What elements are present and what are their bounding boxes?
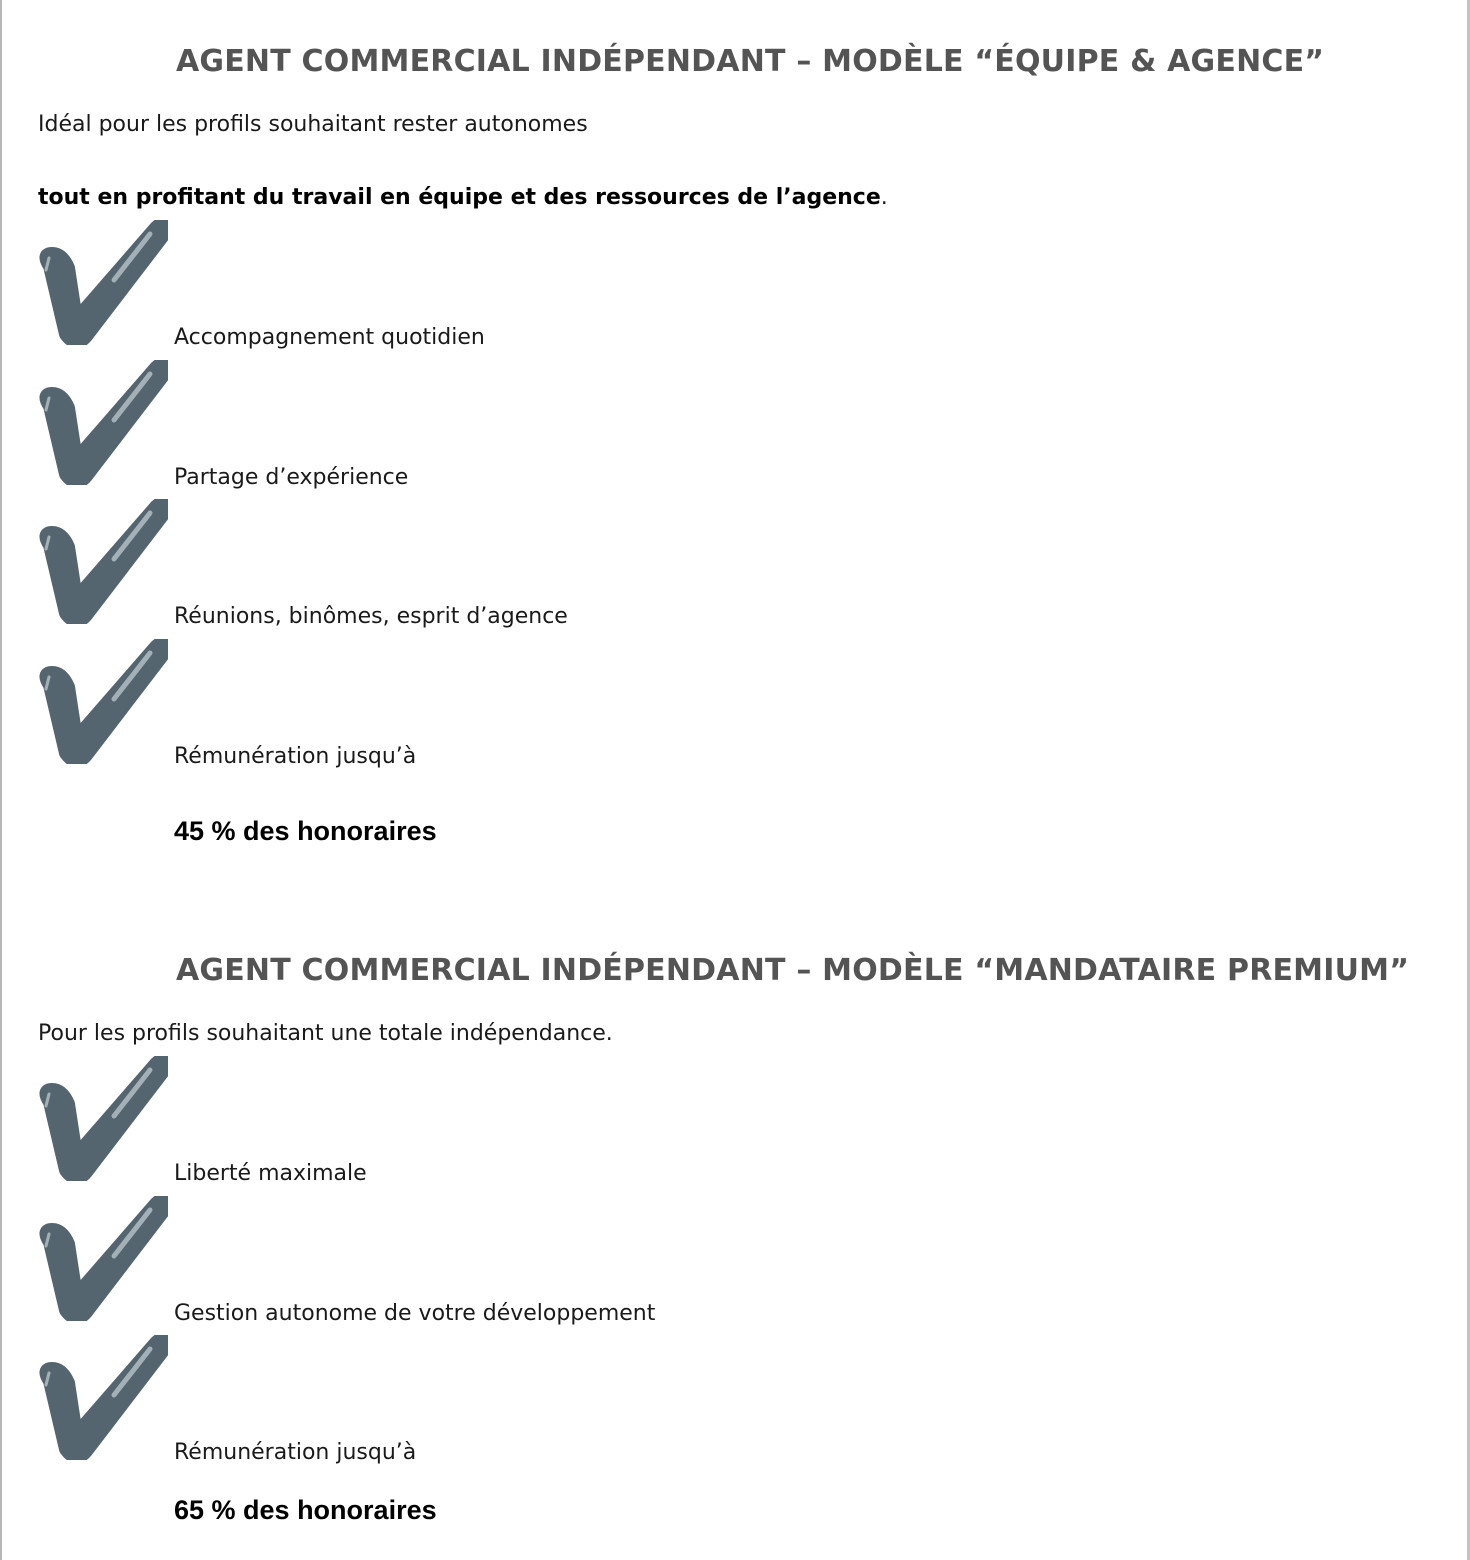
section-intro: Pour les profils souhaitant une totale indépendance. bbox=[38, 1021, 613, 1046]
check-icon bbox=[38, 360, 168, 485]
list-item bbox=[38, 499, 838, 629]
section-intro-emphasis bbox=[38, 187, 888, 209]
list-item bbox=[38, 1056, 838, 1186]
list-item-label: Accompagnement quotidien bbox=[174, 325, 485, 350]
list-item-label: Gestion autonome de votre développement bbox=[174, 1301, 656, 1326]
check-icon bbox=[38, 499, 168, 624]
list-item bbox=[38, 1335, 838, 1545]
section-intro: Idéal pour les profils souhaitant rester autonomes bbox=[38, 112, 588, 137]
intro-bold-text: tout en profitant du travail en équipe et des ressources de l’agence bbox=[38, 185, 881, 210]
list-item-label: Partage d’expérience bbox=[174, 465, 409, 490]
check-icon bbox=[38, 1196, 168, 1321]
check-icon bbox=[38, 1056, 168, 1181]
list-item bbox=[38, 360, 838, 490]
section-title: AGENT COMMERCIAL INDÉPENDANT – MODÈLE “MANDATAIRE PREMIUM” bbox=[176, 953, 1410, 988]
list-item-label: Rémunération jusqu’à bbox=[174, 744, 417, 769]
list-item-label: Réunions, binômes, esprit d’agence bbox=[174, 604, 568, 629]
list-item bbox=[38, 1196, 838, 1326]
section-title: AGENT COMMERCIAL INDÉPENDANT – MODÈLE “ÉQUIPE & AGENCE” bbox=[176, 44, 1325, 79]
list-item bbox=[38, 639, 838, 859]
list-item-label: Liberté maximale bbox=[174, 1161, 367, 1186]
page-border-left bbox=[0, 0, 2, 1560]
check-icon bbox=[38, 1335, 168, 1460]
check-icon bbox=[38, 220, 168, 345]
list-item-label: Rémunération jusqu’à bbox=[174, 1440, 417, 1465]
intro-bold-suffix: . bbox=[880, 185, 888, 210]
check-icon bbox=[38, 639, 168, 764]
commission-value: 65 % des honoraires bbox=[174, 1495, 437, 1525]
commission-value: 45 % des honoraires bbox=[174, 816, 437, 846]
list-item bbox=[38, 220, 838, 350]
